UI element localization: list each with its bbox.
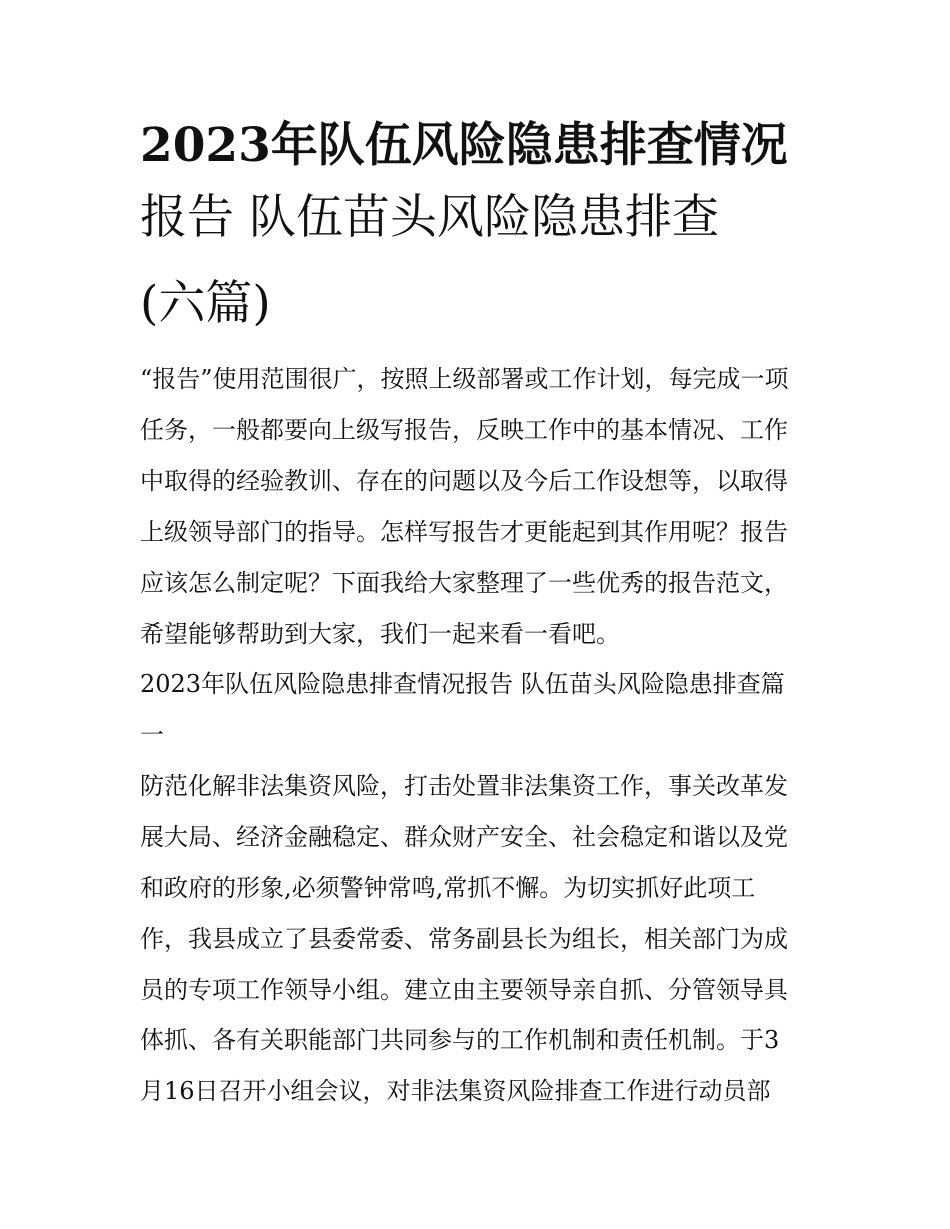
- paragraph-line: 员的专项工作领导小组。建立由主要领导亲自抓、分管领导具: [140, 976, 788, 1004]
- document-title-line-2: 报告 队伍苗头风险隐患排查: [140, 190, 719, 245]
- paragraph-line: 防范化解非法集资风险，打击处置非法集资工作，事关改革发: [140, 772, 788, 800]
- section-heading-line: 一: [140, 721, 164, 749]
- document-title-line-3: (六篇): [140, 276, 271, 331]
- paragraph-line: 展大局、经济金融稳定、群众财产安全、社会稳定和谐以及党: [140, 823, 788, 851]
- paragraph-line: “报告”使用范围很广，按照上级部署或工作计划，每完成一项: [140, 365, 789, 393]
- paragraph-line: 上级领导部门的指导。怎样写报告才更能起到其作用呢？报告: [140, 518, 788, 546]
- document-title-line-1: 2023年队伍风险隐患排查情况: [140, 118, 788, 173]
- paragraph-line: 希望能够帮助到大家，我们一起来看一看吧。: [140, 620, 620, 648]
- paragraph-line: 作，我县成立了县委常委、常务副县长为组长，相关部门为成: [140, 925, 788, 953]
- paragraph-line: 应该怎么制定呢？下面我给大家整理了一些优秀的报告范文，: [140, 569, 788, 597]
- section-heading-line: 2023年队伍风险隐患排查情况报告 队伍苗头风险隐患排查篇: [140, 670, 785, 698]
- paragraph-line: 任务，一般都要向上级写报告，反映工作中的基本情况、工作: [140, 416, 788, 444]
- paragraph-line: 体抓、各有关职能部门共同参与的工作机制和责任机制。于3: [140, 1026, 780, 1054]
- paragraph-line: 和政府的形象,必须警钟常鸣,常抓不懈。为切实抓好此项工: [140, 874, 756, 902]
- paragraph-line: 月16日召开小组会议，对非法集资风险排查工作进行动员部: [140, 1077, 771, 1105]
- paragraph-line: 中取得的经验教训、存在的问题以及今后工作设想等，以取得: [140, 467, 788, 495]
